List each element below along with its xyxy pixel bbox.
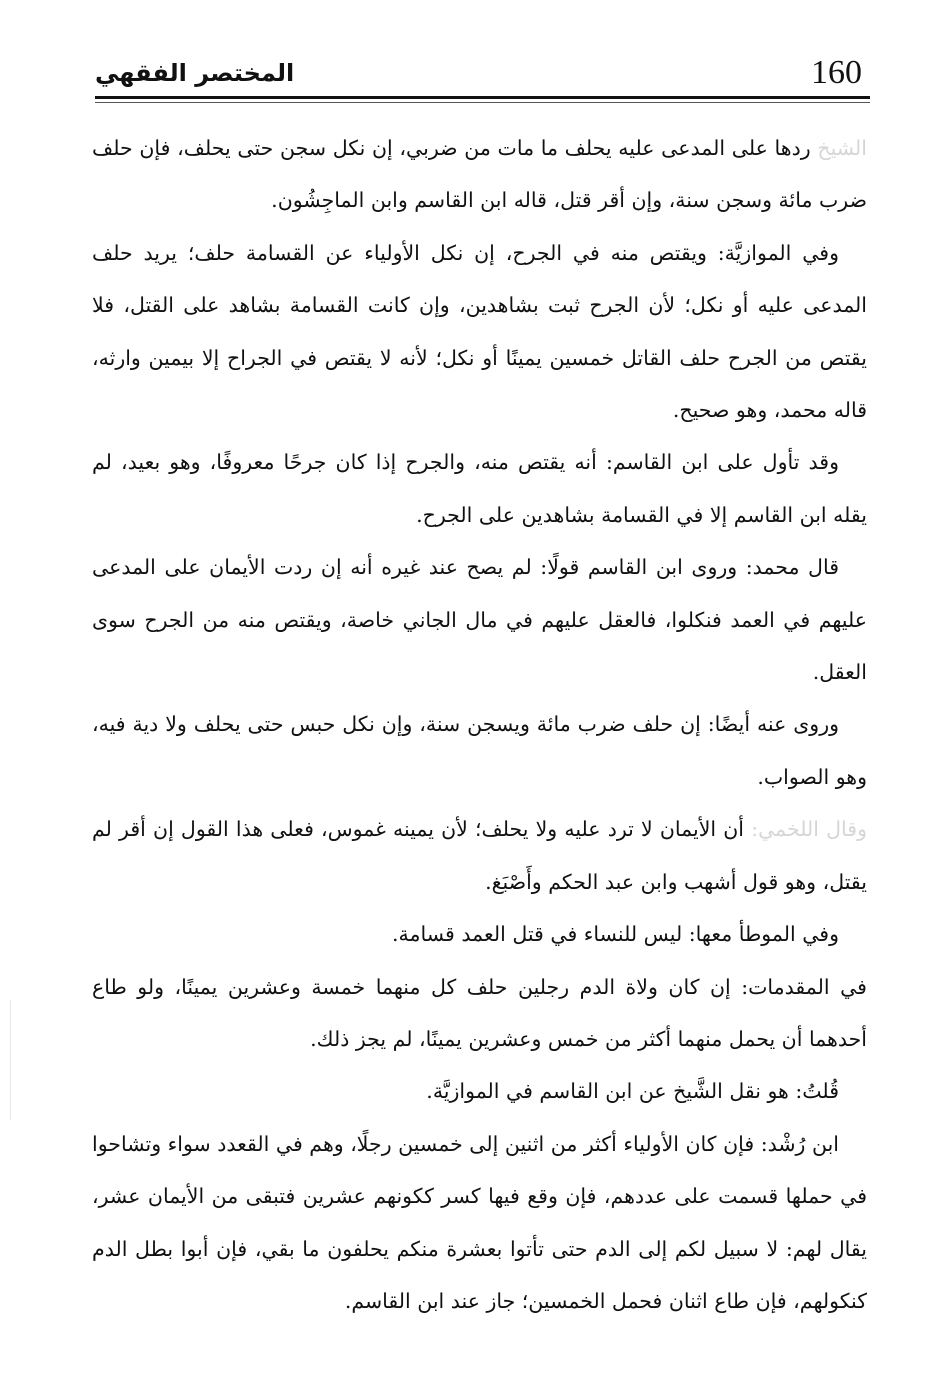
page-number: 160 (811, 54, 862, 91)
scan-margin-mark (10, 1000, 11, 1120)
paragraph: وقد تأول على ابن القاسم: أنه يقتص منه، والجرح إذا كان جرحًا معروفًا، وهو بعيد، لم يقله ابن القاسم إلا في القسامة بشاهدين على الجرح. (92, 450, 867, 527)
paragraph (92, 122, 867, 227)
paragraph: قال محمد: وروى ابن القاسم قولًا: لم يصح عند غيره أنه إن ردت الأيمان على المدعى عليهم في العمد فنكلوا، فالعقل عليهم في مال الجاني خاصة، ويقتص منه من الجرح سوى العقل. (92, 555, 867, 685)
paragraph (92, 803, 867, 908)
paragraph: في المقدمات: إن كان ولاة الدم رجلين حلف كل منهما خمسة وعشرين يمينًا، ولو طاع أحدهما أن يحمل منهما أكثر من خمس وعشرين يمينًا، لم يجز ذلك. (92, 974, 867, 1051)
header-rule (95, 96, 870, 99)
paragraph-text: أن الأيمان لا ترد عليه ولا يحلف؛ لأن يمينه غموس، فعلى هذا القول إن أقر لم يقتل، وهو قول أشهب وابن عبد الحكم وأَصْبَغ. (92, 817, 867, 894)
paragraph: وروى عنه أيضًا: إن حلف ضرب مائة ويسجن سنة، وإن نكل حبس حتى يحلف ولا دية فيه، وهو الصواب. (92, 712, 867, 789)
body-text (92, 122, 867, 1327)
header-rule-thin (95, 102, 870, 103)
page-header (95, 48, 870, 100)
paragraph: وفي الموازيَّة: ويقتص منه في الجرح، إن نكل الأولياء عن القسامة حلف؛ يريد حلف المدعى عليه أو نكل؛ لأن الجرح ثبت بشاهدين، وإن كانت القسامة بشاهد على القتل، فلا يقتص من الجرح حلف القاتل خمسين يمينًا أو نكل؛ لأنه لا يقتص في الجراح إلا بيمين وارثه، قاله محمد، وهو صحيح. (92, 240, 868, 423)
running-title: المختصر الفقهي (95, 59, 295, 87)
paragraph: ابن رُشْد: فإن كان الأولياء أكثر من اثنين إلى خمسين رجلًا، وهم في القعدد سواء وتشاحوا في حملها قسمت على عددهم، فإن وقع فيها كسر ككونهم عشرين فتبقى من الأيمان عشر، يقال لهم: لا سبيل لكم إلى الدم حتى تأتوا بعشرة منكم يحلفون ما بقي، فإن أبوا بطل الدم كنكولهم، فإن طاع اثنان فحمل الخمسين؛ جاز عند ابن القاسم. (92, 1131, 867, 1313)
faded-lead-word: وقال اللخمي: (751, 817, 867, 842)
paragraph: وفي الموطأ معها: ليس للنساء في قتل العمد قسامة. (392, 922, 839, 947)
paragraph: قُلتُ: هو نقل الشَّيخ عن ابن القاسم في الموازيَّة. (426, 1079, 839, 1104)
paragraph-text: ردها على المدعى عليه يحلف ما مات من ضربي، إن نكل سجن حتى يحلف، فإن حلف ضرب مائة وسجن سنة، وإن أقر قتل، قاله ابن القاسم وابن الماجِشُون. (92, 136, 867, 213)
faded-lead-word: الشيخ (817, 136, 867, 160)
